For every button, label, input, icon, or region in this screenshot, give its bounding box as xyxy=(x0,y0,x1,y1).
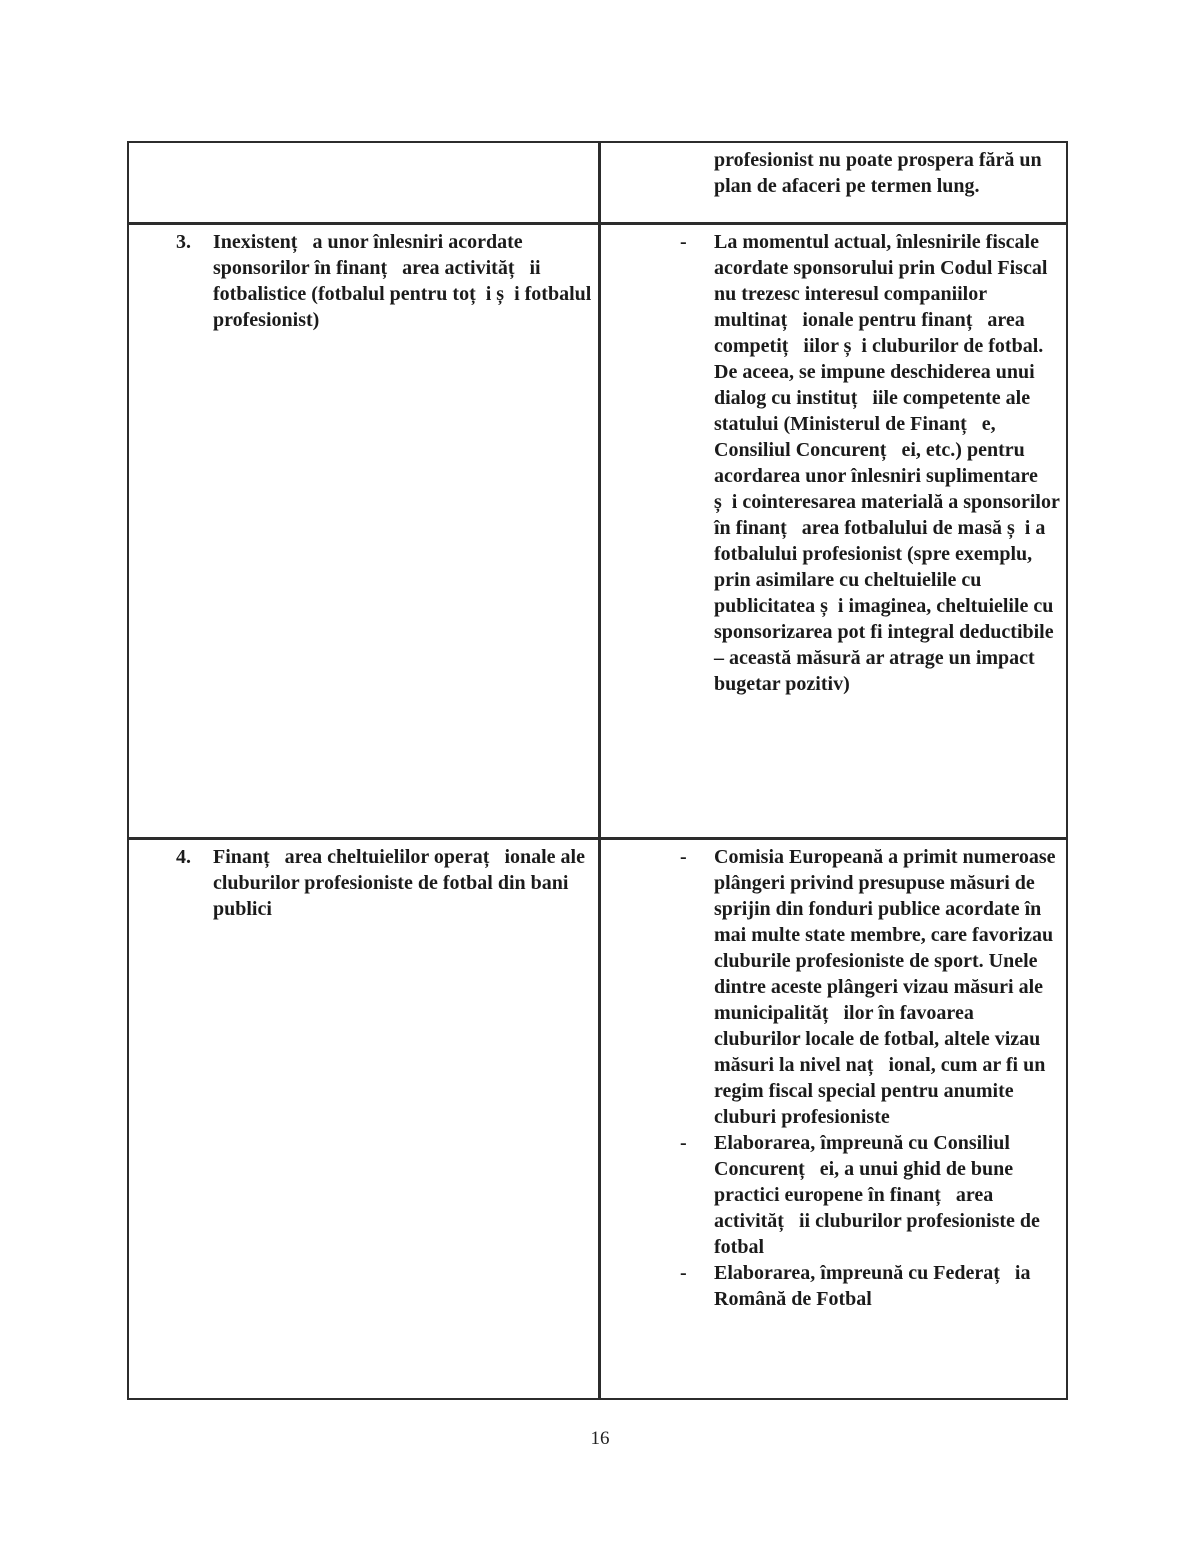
table-row-item-3 xyxy=(129,222,1066,837)
bullet-marker: - xyxy=(680,846,687,868)
bullet-marker: - xyxy=(680,1262,687,1284)
item-text: Finanț area cheltuielilor operaț ionale ale cluburilor profesioniste de fotbal din bani publici xyxy=(213,846,585,920)
bullet-item xyxy=(601,1260,1064,1312)
left-cell-item-3 xyxy=(129,225,601,837)
item-text: Inexistenț a unor înlesniri acordate sponsorilor în finanț area activităț ii fotbalistice (fotbalul pentru toț i ș i fotbalul profesionist) xyxy=(213,231,592,331)
left-cell-item-4 xyxy=(129,840,601,1398)
list-item xyxy=(129,229,592,333)
bullet-item xyxy=(601,147,1064,199)
bullet-marker: - xyxy=(680,231,687,253)
bullet-text: profesionist nu poate prospera fără un plan de afaceri pe termen lung. xyxy=(714,149,1042,197)
table-row-item-4 xyxy=(129,837,1066,1398)
bullet-text: Comisia Europeană a primit numeroase plângeri privind presupuse măsuri de sprijin din fonduri publice acordate în mai multe state membre, care favorizau cluburile profesioniste de sport. Unele dintre aceste plângeri vizau măsuri ale municipalităț ilor în favoarea cluburilor locale de fotbal, altele vizau măsuri la nivel naț ional, cum ar fi un regim fiscal special pentru anumite cluburi profesioniste xyxy=(714,846,1056,1128)
table-row-continuation xyxy=(129,143,1066,222)
bullet-text: La momentul actual, înlesnirile fiscale acordate sponsorului prin Codul Fiscal nu trezesc interesul companiilor multinaț ionale pentru finanț area competiț iilor ș i cluburilor de fotbal. De aceea, se impune deschiderea unui dialog cu instituț iile competente ale statului (Ministerul de Finanț e, Consiliul Concurenț ei, etc.) pentru acordarea unor înlesniri suplimentare ș i cointeresarea materială a sponsorilor în finanț area fotbalului de masă ș i a fotbalului profesionist (spre exemplu, prin asimilare cu cheltuielile cu publicitatea ș i imaginea, cheltuielile cu sponsorizarea pot fi integral deductibile – această măsură ar atrage un impact bugetar pozitiv) xyxy=(714,231,1060,695)
list-item xyxy=(129,844,592,922)
bullet-text: Elaborarea, împreună cu Consiliul Concurenț ei, a unui ghid de bune practici europene în finanț area activităț ii cluburilor profesioniste de fotbal xyxy=(714,1132,1040,1258)
bullet-item xyxy=(601,1130,1064,1260)
bullet-marker xyxy=(680,147,714,199)
bullet-marker: - xyxy=(680,1132,687,1154)
left-cell-continuation xyxy=(129,143,601,222)
right-cell-item-4 xyxy=(601,840,1068,1398)
bullet-item xyxy=(601,844,1064,1130)
item-number: 4. xyxy=(176,846,191,868)
right-cell-continuation xyxy=(601,143,1068,222)
bullet-text: Elaborarea, împreună cu Federaț ia Română de Fotbal xyxy=(714,1262,1031,1310)
item-number: 3. xyxy=(176,231,191,253)
document-table xyxy=(127,141,1068,1400)
right-cell-item-3 xyxy=(601,225,1068,837)
bullet-item xyxy=(601,229,1064,697)
page-number: 16 xyxy=(590,1428,610,1449)
